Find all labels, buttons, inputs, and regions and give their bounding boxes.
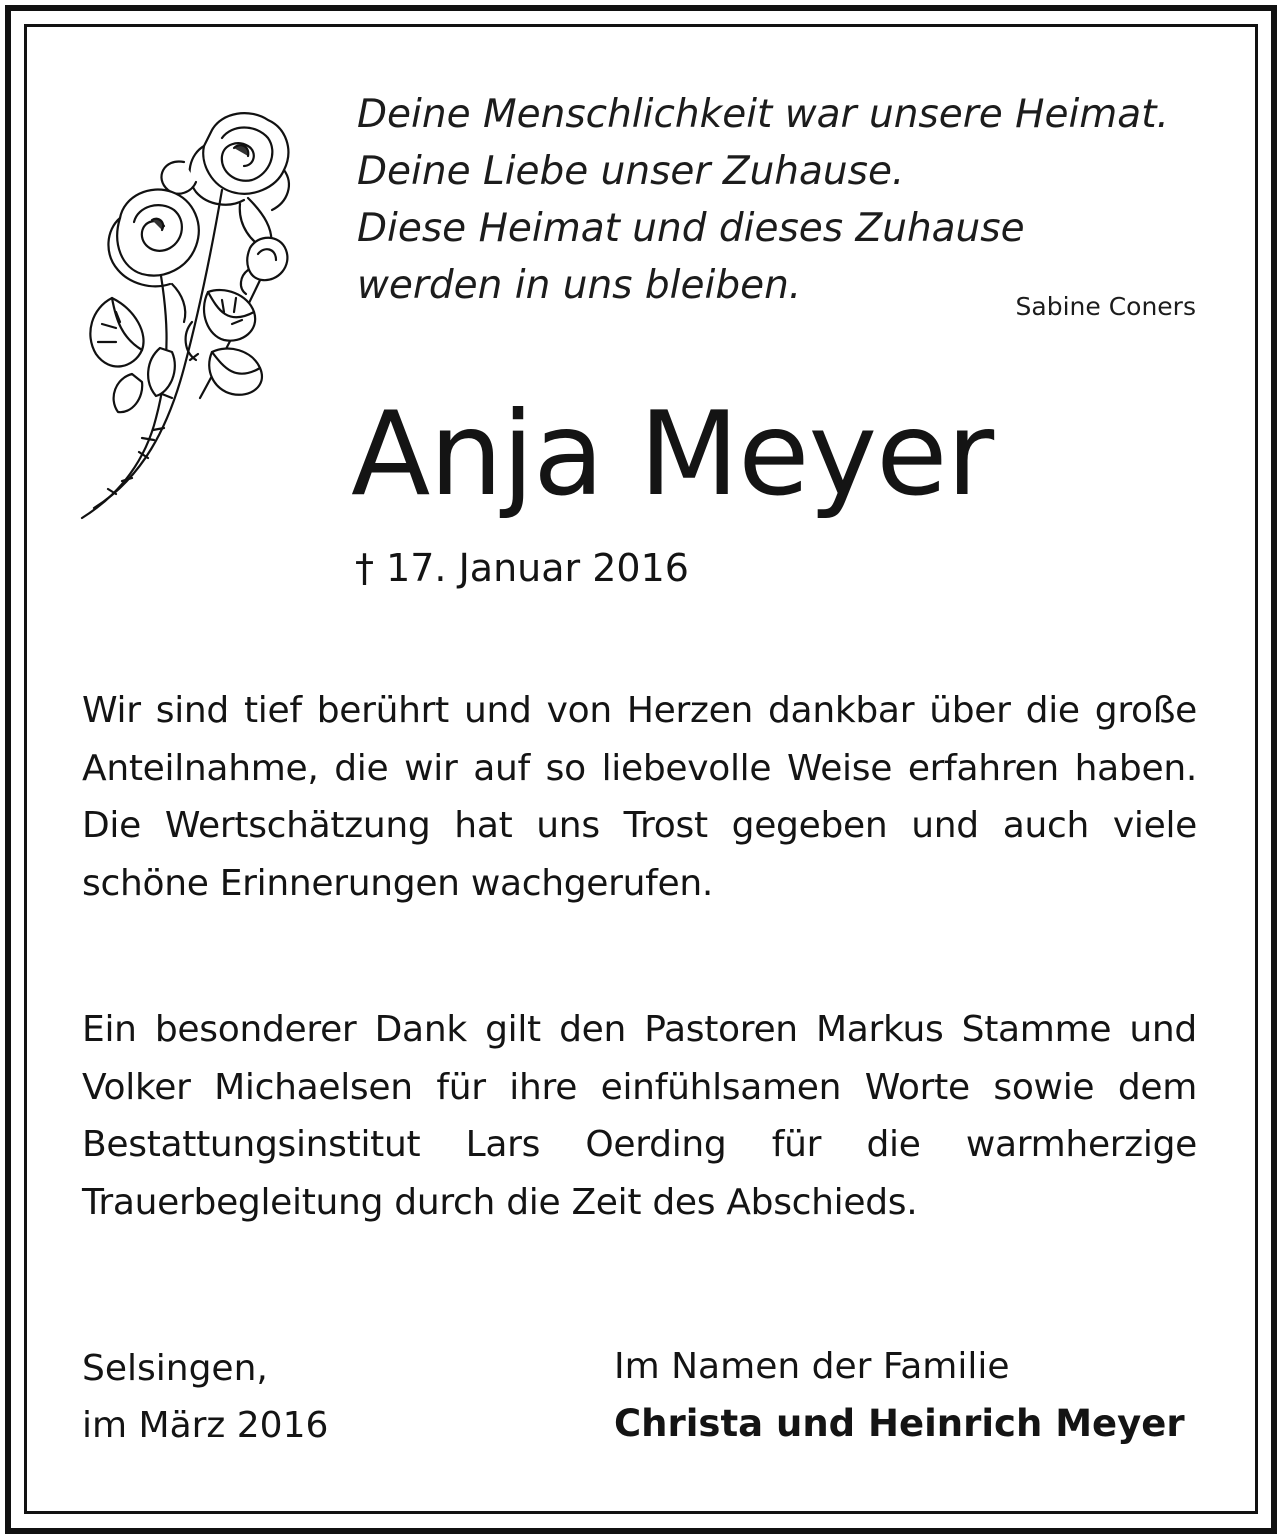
quote-line: Diese Heimat und dieses Zuhause <box>357 206 1025 251</box>
family-signature <box>614 1338 1185 1452</box>
quote <box>357 86 1237 314</box>
quote-line: Deine Liebe unser Zuhause. <box>357 149 905 194</box>
place: Selsingen, <box>82 1348 268 1389</box>
roses-icon <box>72 98 304 530</box>
date: im März 2016 <box>82 1405 329 1446</box>
death-date: † 17. Januar 2016 <box>355 546 689 590</box>
quote-line: werden in uns bleiben. <box>357 263 802 308</box>
quote-author: Sabine Coners <box>1015 292 1196 321</box>
thanks-paragraph: Wir sind tief berührt und von Herzen dankbar über die große Anteilnahme, die wir auf so liebevolle Weise erfahren haben. Die Wertschätzung hat uns Trost gegeben und auch viele schöne Erinnerungen wachgerufen. <box>82 690 1197 904</box>
on-behalf-label: Im Namen der Familie <box>614 1346 1010 1387</box>
quote-line: Deine Menschlichkeit war unsere Heimat. <box>357 92 1169 137</box>
place-date <box>82 1340 328 1454</box>
signatories: Christa und Heinrich Meyer <box>614 1402 1185 1445</box>
deceased-name: Anja Meyer <box>351 387 994 522</box>
special-thanks-paragraph: Ein besonderer Dank gilt den Pastoren Markus Stamme und Volker Michaelsen für ihre einfühlsamen Worte sowie dem Bestattungsinstitut Lars Oerding für die warmherzige Trauerbegleitung durch die Zeit des Abschieds. <box>82 1009 1197 1223</box>
